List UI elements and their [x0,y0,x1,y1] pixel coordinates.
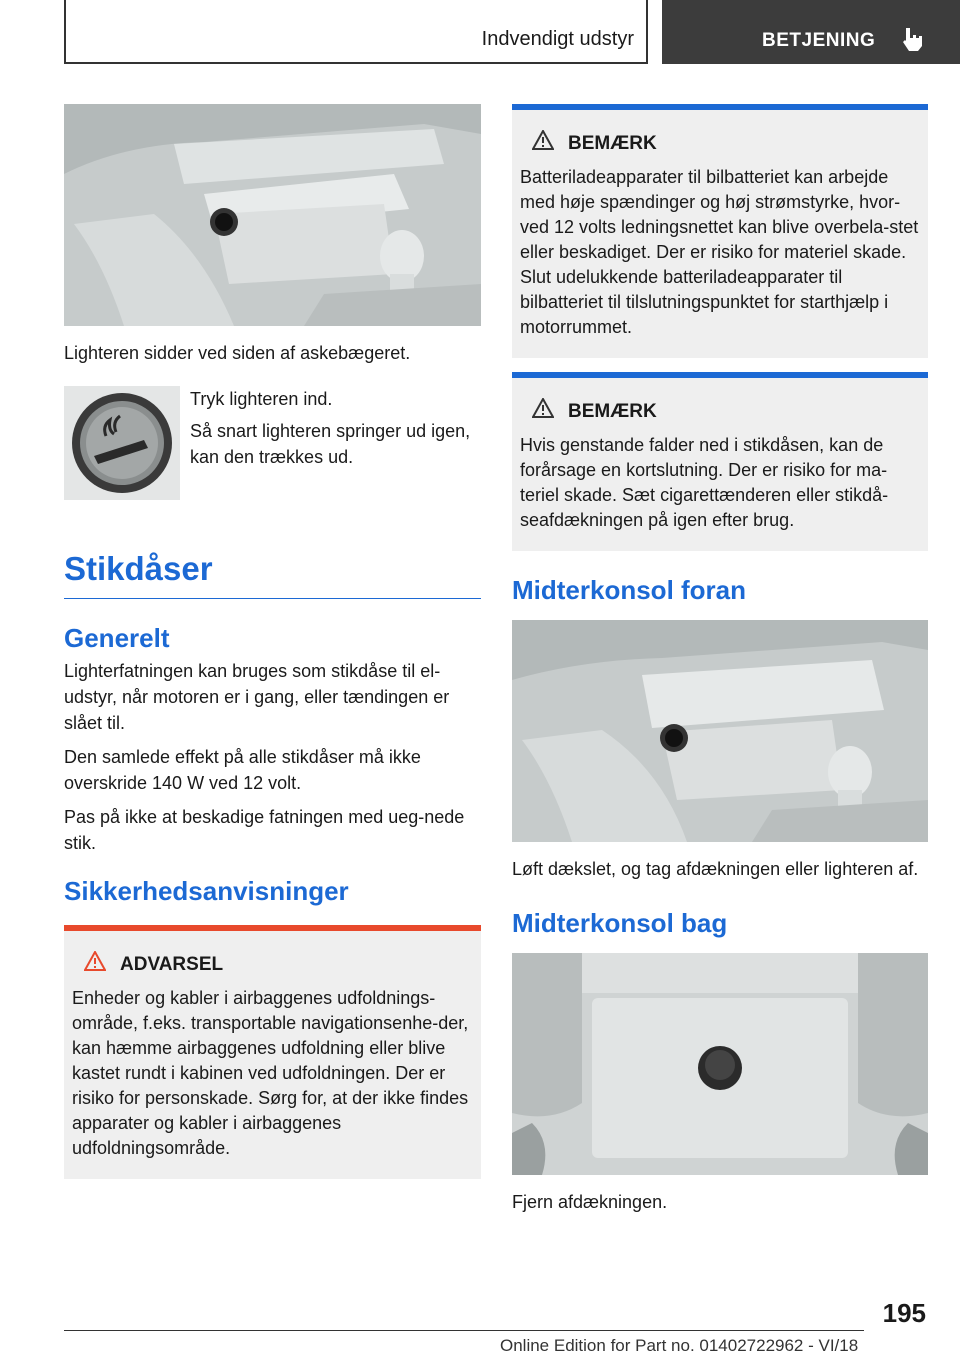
generelt-paragraph-2: Den samlede effekt på alle stikdåser må ikke overskride 140 W ved 12 volt. [64,747,421,793]
warning-label: ADVARSEL [120,954,224,975]
subsection-title-safety: Sikkerhedsanvisninger [64,876,349,906]
lighter-instructions [64,386,481,504]
note-box-1 [512,104,928,358]
front-console-photo [512,620,928,842]
right-column [512,104,928,1215]
header-section-title: Indvendigt udstyr [481,28,634,50]
subsection-title-generelt: Generelt [64,623,170,653]
page-number: 195 [882,1298,926,1328]
rear-caption: Fjern afdækningen. [512,1192,668,1212]
subsection-title-rear: Midterkonsol bag [512,908,728,938]
footer-edition: Online Edition for Part no. 01402722962 - VI/18 [500,1336,859,1355]
warning-text: Enheder og kabler i airbaggenes udfoldnings-område, f.eks. transportable navigationsenhe-der, kan hæmme airbaggenes udfoldning eller blive kastet rundt i kabinen ved udfoldningen. Der er risiko for personskade. Sørg for, at der ikke findes apparater og kabler i airbaggenes udfoldningsområde. [72,988,469,1158]
front-caption: Løft dækslet, og tag afdækningen eller lighteren af. [512,859,919,879]
note2-label: BEMÆRK [568,401,657,422]
photo1-caption: Lighteren sidder ved siden af askebægeret. [64,343,411,363]
header-section-box [64,0,648,64]
generelt-paragraph-1: Lighterfatningen kan bruges som stikdåse til el-udstyr, når motoren er i gang, eller tændingen er slået til. [64,661,450,733]
lighter-step-2: Så snart lighteren springer ud igen, kan den trækkes ud. [190,421,471,467]
note1-label: BEMÆRK [568,133,657,154]
note1-text: Batteriladeapparater til bilbatteriet kan arbejde med høje spændinger og høj strømstyrke, hvor-ved 12 volts ledningsnettet kan blive overbela-stet eller beskadiget. Der er risiko for materiel skade. Slut udelukkende batteriladeapparater til bilbatteriet til tilslutningspunktet for starthjælp i motorrummet. [520,167,919,337]
left-column [64,104,481,1179]
warning-triangle-icon [84,951,106,978]
section-title-stikdaaser: Stikdåser [64,550,481,599]
warning-box [64,925,481,1179]
hand-pointer-icon [900,26,926,57]
header-chapter-tab [662,0,960,64]
cigarette-lighter-icon [64,386,180,500]
footer-divider [64,1330,864,1331]
caution-triangle-icon [532,398,554,425]
rear-console-photo [512,953,928,1175]
lighter-step-1: Tryk lighteren ind. [190,389,333,409]
generelt-paragraph-3: Pas på ikke at beskadige fatningen med ueg-nede stik. [64,807,465,853]
header-chapter-label: BETJENING [762,30,876,51]
note-box-2 [512,372,928,551]
caution-triangle-icon [532,130,554,157]
note2-text: Hvis genstande falder ned i stikdåsen, kan de forårsage en kortslutning. Der er risiko for ma-teriel skade. Sæt cigarettænderen eller stikdå-seafdækningen på igen efter brug. [520,435,889,530]
center-console-photo [64,104,481,326]
subsection-title-front: Midterkonsol foran [512,575,747,605]
